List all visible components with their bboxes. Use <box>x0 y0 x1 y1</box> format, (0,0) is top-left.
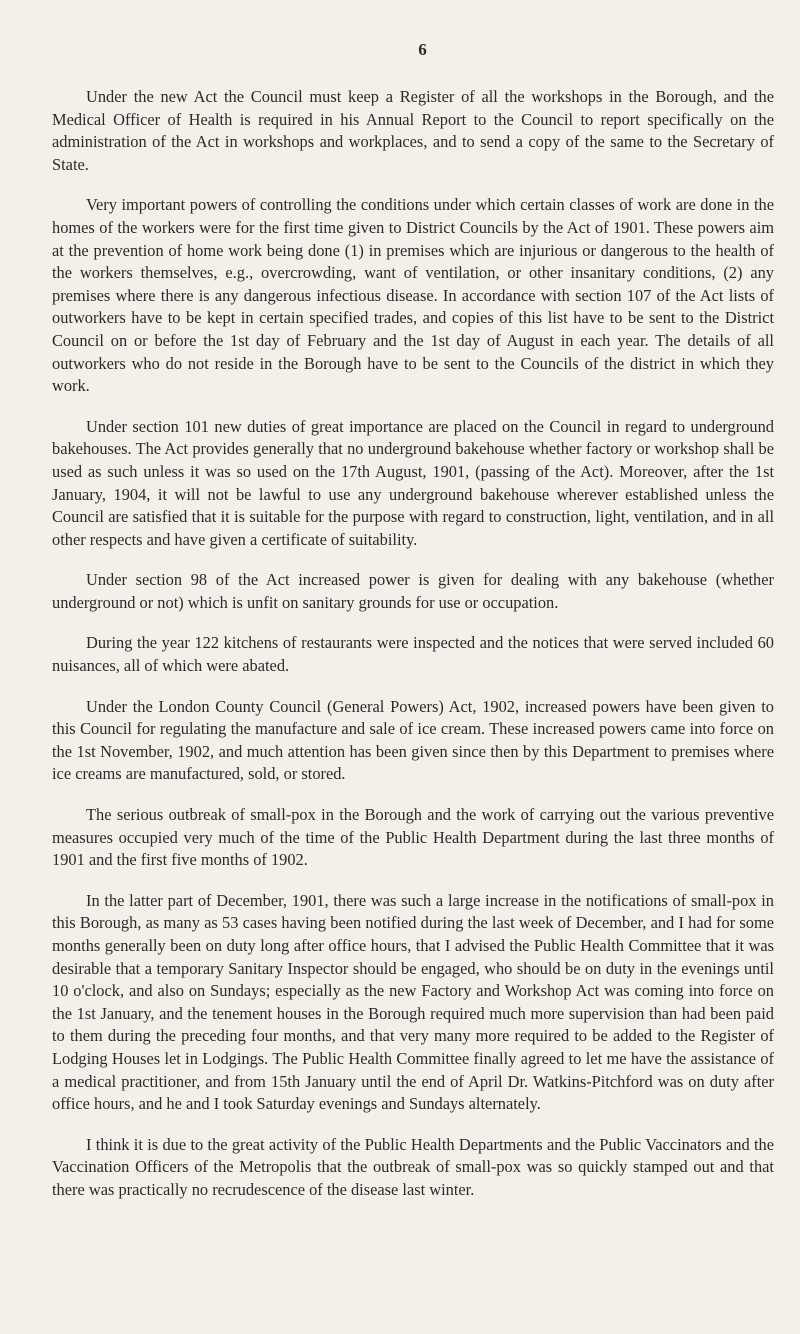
paragraph-section-98: Under section 98 of the Act increased power is given for dealing with any bakehouse (whether underground or not) which is unfit on sanitary grounds for use or occupation. <box>52 570 774 612</box>
paragraph-smallpox-outbreak: The serious outbreak of small-pox in the Borough and the work of carrying out the various preventive measures occupied very much of the time of the Public Health Department during the last three months of 1901 and the first five months of 1902. <box>52 805 774 870</box>
paragraph-home-work-powers: Very important powers of controlling the conditions under which certain classes of work are done in the homes of the workers were for the first time given to District Councils by the Act of 1901. These powers aim at the prevention of home work being done (1) in premises which are injurious or dangerous to the health of the workers themselves, e.g., overcrowding, want of ventilation, or other insanitary conditions, (2) any premises where there is any dangerous infectious disease. In accordance with section 107 of the Act lists of outworkers have to be kept in certain specified trades, and copies of this list have to be sent to the District Council on or before the 1st day of February and the 1st day of August in each year. The details of all outworkers who do not reside in the Borough have to be sent to the Councils of the district in which they work. <box>52 195 774 396</box>
paragraph-ice-cream: Under the London County Council (General Powers) Act, 1902, increased powers have been given to this Council for regulating the manufacture and sale of ice cream. These increased powers came into force on the 1st November, 1902, and much attention has been given since then by this Department to premises where ice creams are manufactured, sold, or stored. <box>52 696 774 784</box>
paragraph-conclusion: I think it is due to the great activity of the Public Health Departments and the Public Vaccinators and the Vaccination Officers of the Metropolis that the outbreak of small-pox was so quickly stamped out and that there was practically no recrudescence of the disease last winter. <box>52 1134 774 1199</box>
page-number: 6 <box>418 40 428 59</box>
paragraph-underground-bakehouses: Under section 101 new duties of great importance are placed on the Council in regard to underground bakehouses. The Act provides generally that no underground bakehouse whether factory or workshop shall be used as such unless it was so used on the 17th August, 1901, (passing of the Act). Moreover, after the 1st January, 1904, it will not be lawful to use any underground bakehouse wherever established unless the Council are satisfied that it is suitable for the purpose with regard to construction, light, ventilation, and in all other respects and have given a certificate of suitability. <box>52 416 774 549</box>
paragraph-workshop-register: Under the new Act the Council must keep a Register of all the workshops in the Borough, and the Medical Officer of Health is required in his Annual Report to the Council to report specifically on the administration of the Act in workshops and workplaces, and to send a copy of the same to the Secretary of State. <box>52 87 774 174</box>
paragraph-december-1901: In the latter part of December, 1901, there was such a large increase in the notifications of small-pox in this Borough, as many as 53 cases having been notified during the last week of December, and I had for some months generally been on duty long after office hours, that I advised the Public Health Committee that it was desirable that a temporary Sanitary Inspector should be engaged, who should be on duty in the evenings until 10 o'clock, and also on Sundays; especially as the new Factory and Workshop Act was coming into force on the 1st January, and the tenement houses in the Borough required much more supervision than had been paid to them during the preceding four months, and that very many more required to be added to the Register of Lodging Houses let in Lodgings. The Public Health Committee finally agreed to let me have the assistance of a medical practitioner, and from 15th January until the end of April Dr. Watkins-Pitchford was on duty after office hours, and he and I took Saturday evenings and Sundays alternately. <box>52 890 774 1114</box>
paragraph-restaurant-kitchens: During the year 122 kitchens of restaurants were inspected and the notices that were served included 60 nuisances, all of which were abated. <box>52 633 774 676</box>
